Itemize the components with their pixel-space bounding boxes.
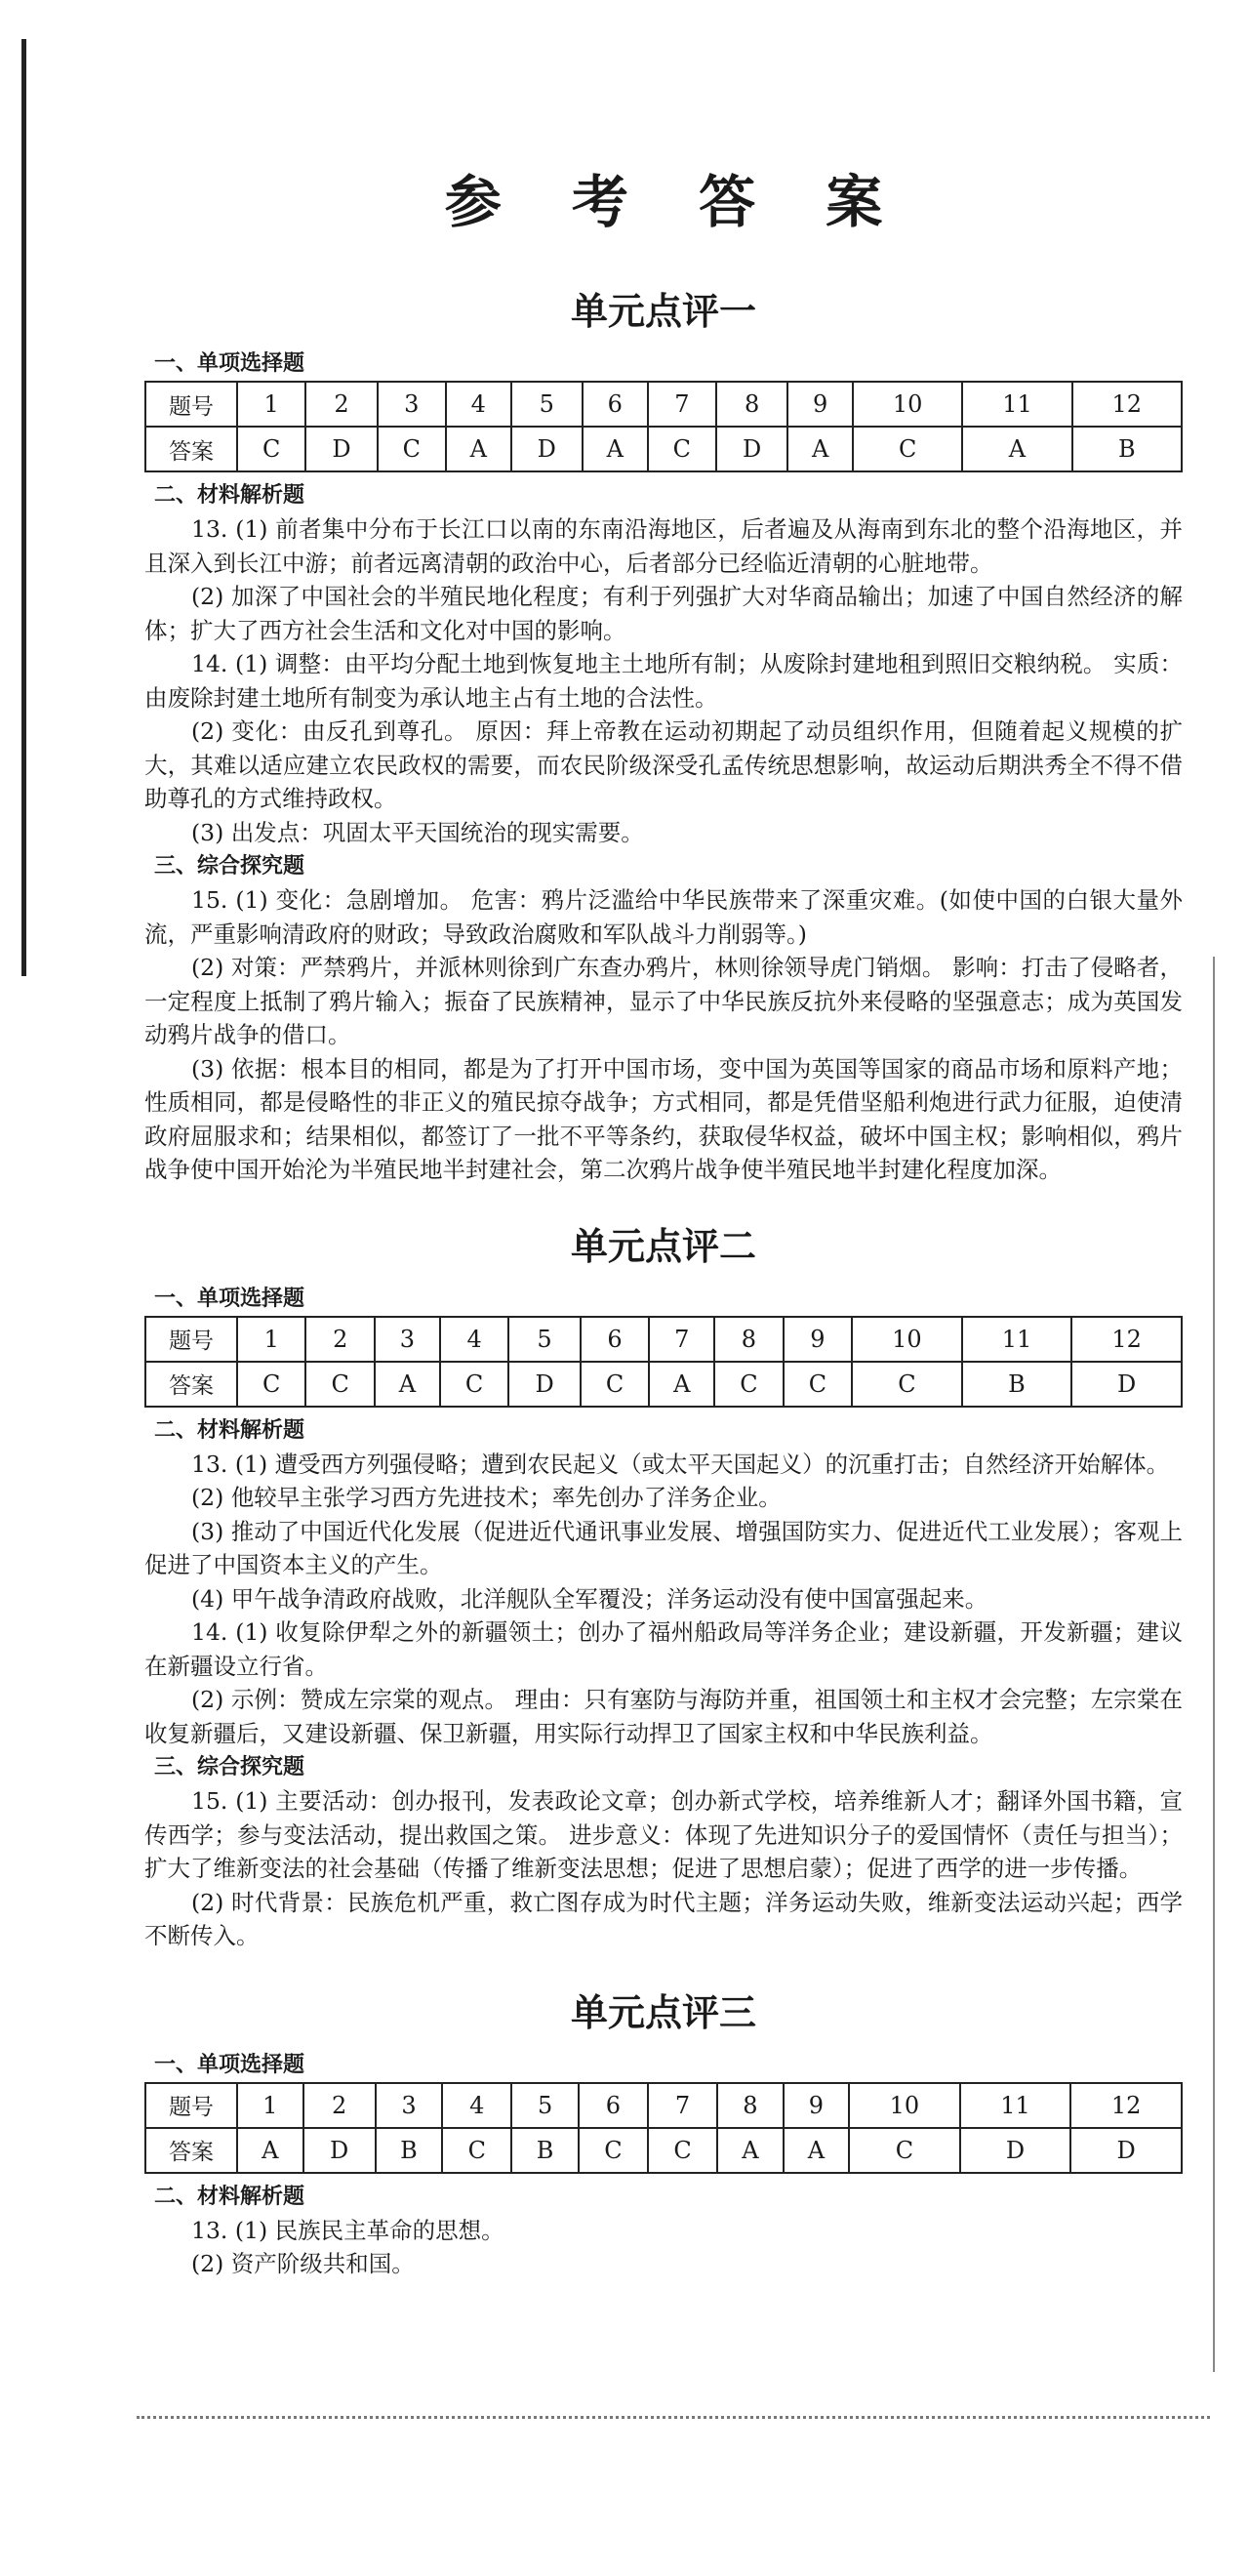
question-number-cell: 3 [375,1317,440,1362]
answer-paragraph: (2) 加深了中国社会的半殖民地化程度；有利于列强扩大对华商品输出；加速了中国自然经济的解体；扩大了西方社会生活和文化对中国的影响。 [144,583,1183,644]
answer-cell: C [853,427,962,471]
question-number-cell: 7 [648,382,716,427]
question-number-cell: 8 [714,1317,783,1362]
answer-cell: C [440,1362,508,1407]
question-number-cell: 10 [853,382,962,427]
units-container [144,281,1183,2281]
answer-paragraph: 14. (1) 调整：由平均分配土地到恢复地主土地所有制；从废除封建地租到照旧交粮纳税。 实质：由废除封建土地所有制变为承认地主占有土地的合法性。 [144,650,1183,712]
answer-paragraph: 15. (1) 主要活动：创办报刊，发表政论文章；创办新式学校，培养维新人才；翻译外国书籍，宣传西学；参与变法活动，提出救国之策。 进步意义：体现了先进知识分子的爱国情怀（责任与担当）；扩大了维新变法的社会基础（传播了维新变法思想；促进了思想启蒙）；促进了西学的进一步传播。 [144,1787,1183,1882]
answer-cell: D [1071,1362,1182,1407]
right-margin-rule [1213,957,1215,2372]
question-number-cell: 9 [784,2083,850,2128]
question-number-cell: 10 [852,1317,962,1362]
question-number-cell: 7 [649,1317,714,1362]
answer-cell: A [649,1362,714,1407]
question-number-cell: 8 [717,2083,784,2128]
left-margin-rule [21,39,26,976]
unit-section-1 [144,281,1183,1187]
row-label: 答案 [145,427,237,471]
question-number-cell: 12 [1070,2083,1182,2128]
bottom-dotted-rule [137,2416,1210,2419]
answer-paragraph: (3) 依据：根本目的相同，都是为了打开中国市场，变中国为英国等国家的商品市场和原料产地；性质相同，都是侵略性的非正义的殖民掠夺战争；方式相同，都是凭借坚船利炮进行武力征服，迫使清政府屈服求和；结果相似，都签订了一批不平等条约，获取侵华权益，破坏中国主权；影响相似，鸦片战争使中国开始沦为半殖民地半封建社会，第二次鸦片战争使半殖民地半封建化程度加深。 [144,1054,1183,1183]
answer-table [144,1316,1183,1408]
answer-cell: C [648,2128,717,2173]
answer-paragraph: 13. (1) 遭受西方列强侵略；遭到农民起义（或太平天国起义）的沉重打击；自然经济开始解体。 [191,1450,1170,1478]
answer-row [145,1362,1182,1407]
answer-page [144,156,1183,2310]
row-label: 题号 [145,1317,237,1362]
question-number-cell: 7 [648,2083,717,2128]
answer-cell: D [508,1362,581,1407]
answer-cell: C [378,427,446,471]
answer-table [144,381,1183,472]
answer-paragraph: 15. (1) 变化：急剧增加。 危害：鸦片泛滥给中华民族带来了深重灾难。(如使中国的白银大量外流，严重影响清政府的财政；导致政治腐败和军队战斗力削弱等。) [144,886,1183,948]
answer-cell: C [852,1362,962,1407]
answer-cell: A [375,1362,440,1407]
question-number-row [145,2083,1182,2128]
choice-heading: 一、单项选择题 [154,1286,305,1311]
answer-paragraph: (2) 对策：严禁鸦片，并派林则徐到广东查办鸦片，林则徐领导虎门销烟。 影响：打击了侵略者，一定程度上抵制了鸦片输入；振奋了民族精神，显示了中华民族反抗外来侵略的坚强意志；成为英国发动鸦片战争的借口。 [144,954,1183,1048]
question-number-cell: 4 [442,2083,511,2128]
row-label: 题号 [145,382,237,427]
unit-title: 单元点评一 [570,290,756,333]
answer-cell: B [511,2128,579,2173]
question-number-cell: 12 [1072,382,1182,427]
unit-section-2 [144,1216,1183,1953]
answer-cell: C [442,2128,511,2173]
answer-paragraph: (2) 示例：赞成左宗棠的观点。 理由：只有塞防与海防并重，祖国领土和主权才会完整；左宗棠在收复新疆后，又建设新疆、保卫新疆，用实际行动捍卫了国家主权和中华民族利益。 [144,1686,1183,1747]
page-title: 参 考 答 案 [444,169,908,235]
answer-cell: A [717,2128,784,2173]
question-number-cell: 1 [237,1317,305,1362]
question-number-cell: 6 [581,1317,649,1362]
question-number-cell: 3 [378,382,446,427]
answer-paragraph: (2) 他较早主张学习西方先进技术；率先创办了洋务企业。 [191,1484,782,1511]
answer-paragraph: (2) 变化：由反孔到尊孔。 原因：拜上帝教在运动初期起了动员组织作用，但随着起义规模的扩大，其难以适应建立农民政权的需要，而农民阶级深受孔孟传统思想影响，故运动后期洪秀全不得不借助尊孔的方式维持政权。 [144,717,1183,812]
answer-cell: D [303,2128,376,2173]
question-number-cell: 2 [305,382,377,427]
section-heading: 二、材料解析题 [154,2184,305,2209]
choice-heading: 一、单项选择题 [154,2052,305,2077]
section-heading: 三、综合探究题 [154,1755,305,1779]
answer-paragraph: (2) 资产阶级共和国。 [191,2250,415,2277]
answer-cell: D [511,427,583,471]
answer-cell: C [579,2128,648,2173]
question-number-row [145,382,1182,427]
answer-cell: D [716,427,787,471]
question-number-cell: 12 [1071,1317,1182,1362]
question-number-cell: 8 [716,382,787,427]
section-heading: 二、材料解析题 [154,1417,305,1443]
answer-cell: C [305,1362,374,1407]
answer-cell: B [1072,427,1182,471]
answer-paragraph: (3) 出发点：巩固太平天国统治的现实需要。 [191,818,644,846]
answer-cell: A [583,427,648,471]
question-number-cell: 11 [960,2083,1071,2128]
answer-paragraph: (3) 推动了中国近代化发展（促进近代通讯事业发展、增强国防实力、促进近代工业发展）；客观上促进了中国资本主义的产生。 [144,1517,1184,1578]
answer-cell: A [787,427,853,471]
unit-section-3 [144,1983,1183,2281]
unit-title: 单元点评二 [570,1224,756,1268]
answer-cell: C [237,1362,305,1407]
answer-cell: C [648,427,716,471]
answer-paragraph: 13. (1) 民族民主革命的思想。 [191,2216,504,2244]
question-number-cell: 4 [446,382,511,427]
row-label: 题号 [145,2083,237,2128]
answer-cell: A [237,2128,303,2173]
unit-title: 单元点评三 [570,1990,756,2034]
answer-cell: D [1070,2128,1182,2173]
answer-paragraph: 14. (1) 收复除伊犁之外的新疆领土；创办了福州船政局等洋务企业；建设新疆，开发新疆；建议在新疆设立行省。 [144,1618,1183,1680]
question-number-cell: 6 [583,382,648,427]
question-number-cell: 1 [237,2083,303,2128]
question-number-row [145,1317,1182,1362]
question-number-cell: 9 [784,1317,852,1362]
answer-cell: C [714,1362,783,1407]
answer-paragraph: (2) 时代背景：民族危机严重，救亡图存成为时代主题；洋务运动失败，维新变法运动兴起；西学不断传入。 [144,1888,1183,1949]
answer-cell: B [376,2128,443,2173]
question-number-cell: 2 [303,2083,376,2128]
answer-paragraph: 13. (1) 前者集中分布于长江口以南的东南沿海地区，后者遍及从海南到东北的整个沿海地区，并且深入到长江中游；前者远离清朝的政治中心，后者部分已经临近清朝的心脏地带。 [144,515,1183,577]
question-number-cell: 5 [511,382,583,427]
question-number-cell: 5 [508,1317,581,1362]
row-label: 答案 [145,1362,237,1407]
answer-cell: B [962,1362,1072,1407]
answer-cell: A [962,427,1071,471]
question-number-cell: 11 [962,382,1071,427]
question-number-cell: 4 [440,1317,508,1362]
answer-table [144,2082,1183,2174]
question-number-cell: 5 [511,2083,579,2128]
question-number-cell: 6 [579,2083,648,2128]
choice-heading: 一、单项选择题 [154,351,305,376]
answer-cell: C [237,427,305,471]
answer-cell: C [784,1362,852,1407]
answer-cell: A [446,427,511,471]
answer-cell: D [960,2128,1071,2173]
answer-row [145,2128,1182,2173]
answer-row [145,427,1182,471]
answer-cell: A [784,2128,850,2173]
answer-cell: C [581,1362,649,1407]
answer-cell: D [305,427,377,471]
section-heading: 二、材料解析题 [154,483,305,508]
answer-cell: C [849,2128,960,2173]
question-number-cell: 9 [787,382,853,427]
question-number-cell: 10 [849,2083,960,2128]
row-label: 答案 [145,2128,237,2173]
question-number-cell: 1 [237,382,305,427]
answer-paragraph: (4) 甲午战争清政府战败，北洋舰队全军覆没；洋务运动没有使中国富强起来。 [191,1584,988,1613]
question-number-cell: 11 [962,1317,1072,1362]
section-heading: 三、综合探究题 [154,854,305,879]
question-number-cell: 2 [305,1317,374,1362]
question-number-cell: 3 [376,2083,443,2128]
